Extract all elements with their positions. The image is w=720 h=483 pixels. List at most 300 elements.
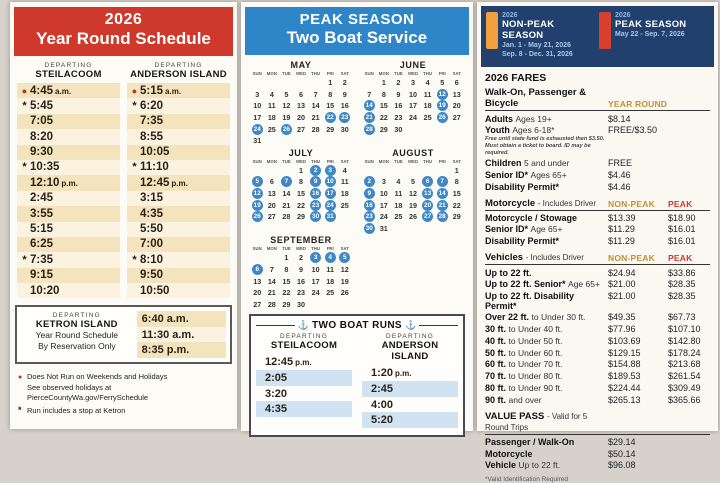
departure-time: 4:35: [140, 207, 164, 220]
no-weekend-dot-icon: ●: [18, 373, 23, 381]
fare-section: [485, 87, 710, 192]
fare-price: $103.69: [608, 335, 641, 346]
day-of-week-header: FRI: [326, 158, 334, 164]
departure-time-row: [127, 175, 230, 190]
price-column-header: PEAK: [668, 253, 693, 263]
day-of-week-header: THU: [311, 71, 321, 76]
departure-column-header: [17, 62, 120, 80]
calendar-date: 4: [425, 78, 430, 88]
season-date-range: Sep. 8 - Dec. 31, 2026: [502, 51, 573, 59]
price-column-header: NON-PEAK: [608, 198, 655, 209]
fare-label: Disability Permit*: [485, 181, 560, 192]
two-boat-day-circle: 16: [365, 201, 373, 209]
departure-time: 5:20: [371, 414, 394, 427]
calendar-date: 28: [267, 299, 276, 309]
calendar-date: [250, 123, 265, 135]
calendar-empty-cell: [294, 77, 309, 89]
calendar-date: 30: [340, 124, 349, 134]
fare-section-subtitle: - Includes Driver: [525, 253, 584, 262]
calendar-empty-cell: [362, 77, 377, 89]
departure-time-row: [17, 252, 120, 267]
two-boat-day-circle: 7: [437, 176, 448, 187]
calendar-date: [323, 176, 338, 188]
fare-price: $4.46: [608, 181, 631, 192]
day-of-week-header: MON: [266, 158, 277, 164]
fare-label-detail: to Under 60 ft.: [508, 347, 563, 358]
departure-time: 10:05: [140, 146, 170, 159]
ketron-stop-asterisk-icon: *: [18, 404, 22, 415]
calendar-date: 15: [379, 101, 388, 111]
fare-label: 30 ft. to Under 40 ft.: [485, 324, 563, 335]
footnote-text: Does Not Run on Weekends and Holidays: [27, 371, 168, 381]
calendar-date: 14: [311, 101, 320, 111]
ketron-departure-time: 6:40 a.m.: [137, 311, 226, 327]
calendar-date: 19: [340, 276, 349, 286]
fare-price: FREE/$3.50: [608, 125, 658, 136]
ketron-departure-time: 11:30 a.m.: [137, 327, 226, 343]
calendar-date: 18: [423, 101, 432, 111]
two-boat-day-circle: 14: [438, 190, 446, 198]
two-boat-day-circle: 9: [364, 188, 375, 199]
fare-label: 70 ft. to Under 80 ft.: [485, 371, 563, 382]
two-boat-day-circle: 26: [282, 125, 290, 133]
calendar-july: [247, 148, 355, 235]
calendar-empty-cell: [265, 252, 280, 264]
calendar-empty-cell: [265, 77, 280, 89]
fare-price: $29.14: [608, 437, 636, 448]
fare-price: $50.14: [608, 448, 636, 459]
calendar-date: [279, 176, 294, 188]
calendar-date: 8: [284, 265, 289, 275]
calendar-date: 18: [394, 200, 403, 210]
two-boat-day-circle: 5: [252, 176, 263, 187]
calendar-date: [435, 211, 450, 223]
fare-row: [485, 158, 710, 170]
calendar-date: 13: [452, 89, 461, 99]
fare-price: $129.15: [608, 347, 641, 358]
season-year: 2026: [615, 12, 631, 19]
fare-price: $96.08: [608, 460, 636, 471]
departing-label: DEPARTING: [154, 62, 203, 69]
ketron-times-list: [137, 311, 226, 358]
two-boat-day-circle: 10: [326, 178, 334, 186]
two-boat-day-circle: 23: [365, 213, 373, 221]
calendar-empty-cell: [250, 77, 265, 89]
ketron-note-2: By Reservation Only: [38, 341, 116, 352]
calendar-date: 15: [326, 101, 335, 111]
fare-price: $28.35: [668, 278, 696, 289]
fare-row: [485, 335, 710, 347]
calendar-month-title: JUNE: [399, 60, 427, 70]
season-legend-item: [486, 12, 596, 59]
departure-time-row: [127, 268, 230, 283]
calendar-date: 6: [299, 89, 303, 99]
fare-price: $67.73: [668, 312, 696, 323]
footnote-text: See observed holidays at PierceCountyWa.gov/FerrySchedule: [27, 382, 149, 403]
two-boat-runs-title: TWO BOAT RUNS: [312, 320, 403, 332]
calendar-month-title: SEPTEMBER: [270, 235, 332, 246]
price-column-header: PEAK: [668, 198, 693, 209]
terminal-name: STEILACOOM: [270, 340, 338, 352]
calendar-date: 24: [379, 212, 388, 222]
two-boat-day-circle: 17: [326, 190, 334, 198]
season-color-swatch: [599, 12, 611, 49]
calendar-date: [362, 112, 377, 124]
two-boat-day-circle: 30: [312, 213, 320, 221]
fare-section: [485, 411, 710, 471]
fare-row: [485, 448, 710, 459]
two-boat-column: [362, 333, 458, 428]
departure-time-row: [127, 191, 230, 206]
calendar-date: 5: [411, 177, 415, 187]
two-boat-runs-columns: [256, 333, 458, 428]
fare-price: $13.39: [608, 213, 636, 224]
departure-time: 2:45: [371, 382, 394, 395]
calendar-date: 25: [394, 212, 403, 222]
calendar-date: 6: [454, 78, 459, 88]
departure-time: 8:20: [30, 130, 54, 143]
day-of-week-header: SAT: [452, 71, 461, 76]
fare-section: [485, 198, 710, 247]
two-boat-time-row: [362, 412, 458, 428]
fare-label: Senior ID* Age 65+: [485, 224, 563, 235]
calendar-date: [308, 188, 323, 200]
calendar-date: 21: [282, 200, 291, 210]
season-name: PEAK SEASON: [615, 19, 687, 30]
ketron-island-name: KETRON ISLAND: [35, 319, 118, 331]
departure-time: 8:55: [140, 130, 164, 143]
fare-price: $8.14: [608, 113, 631, 124]
calendar-date: [308, 252, 323, 264]
fare-price: $33.86: [668, 267, 696, 278]
season-date-range: May 22 - Sep. 7, 2026: [615, 31, 685, 38]
departure-time-row: [17, 206, 120, 221]
ketron-stop-asterisk-icon: *: [132, 253, 137, 266]
fare-label-detail: Ages 6-18*: [512, 125, 555, 136]
departing-label: DEPARTING: [385, 333, 435, 341]
departure-time-row: [17, 175, 120, 190]
calendar-empty-cell: [265, 165, 280, 177]
departure-time: 3:20: [265, 387, 288, 400]
two-boat-column: [256, 333, 352, 428]
day-of-week-header: TUE: [282, 71, 291, 76]
two-boat-time-row: [256, 401, 352, 417]
fare-row: [485, 169, 710, 181]
fare-price: $28.35: [668, 290, 696, 301]
ketron-departure-time: 8:35 p.m.: [137, 342, 226, 358]
fare-label: Adults Ages 19+: [485, 113, 552, 124]
calendar-date: 11: [423, 89, 432, 99]
calendar-empty-cell: [391, 165, 406, 177]
two-boat-day-circle: 6: [422, 176, 433, 187]
calendar-empty-cell: [377, 165, 392, 177]
two-boat-day-circle: 26: [253, 213, 261, 221]
two-boat-day-circle: 23: [312, 201, 320, 209]
calendar-date: 2: [299, 253, 303, 263]
year-round-year: 2026: [104, 11, 143, 28]
departure-time: 5:50: [140, 223, 164, 236]
calendar-date: 8: [299, 177, 303, 187]
calendar-date: [435, 176, 450, 188]
fare-label: 80 ft. to Under 90 ft.: [485, 382, 563, 393]
ferry-icon: ⚓: [297, 320, 309, 331]
day-of-week-header: FRI: [326, 246, 334, 252]
fare-label: Motorcycle: [485, 448, 533, 459]
calendar-date: 11: [326, 265, 334, 275]
calendar-date: 20: [452, 101, 461, 111]
two-boat-day-circle: 30: [365, 224, 373, 232]
fare-section-header: [485, 198, 710, 211]
fare-row: [485, 213, 710, 224]
fare-price: $11.29: [608, 224, 635, 235]
calendar-date: 14: [282, 189, 291, 199]
fares-footnote: *Valid Identification Required: [485, 476, 568, 483]
calendar-date: 10: [311, 265, 320, 275]
calendar-date: 22: [282, 288, 291, 298]
departure-time: 4:45: [30, 84, 54, 97]
footnote-text: Run includes a stop at Ketron: [27, 405, 126, 415]
fare-section-title: Motorcycle - Includes Driver: [485, 197, 597, 209]
calendar-date: 4: [269, 89, 274, 99]
calendar-date: 9: [342, 89, 347, 99]
fare-label: Senior ID* Ages 65+: [485, 169, 567, 180]
fare-label: 60 ft. to Under 70 ft.: [485, 359, 563, 370]
calendar-date: 7: [313, 89, 318, 99]
departure-column: [17, 62, 120, 298]
calendar-date: 28: [282, 212, 291, 222]
calendar-date: 29: [379, 124, 388, 134]
fare-row: [485, 312, 710, 324]
year-round-panel: [10, 2, 237, 429]
departure-time: 4:00: [371, 398, 394, 411]
departure-time-row: [17, 283, 120, 298]
fare-label: 50 ft. to Under 60 ft.: [485, 347, 563, 358]
calendar-empty-cell: [420, 165, 435, 177]
departure-column-header: [127, 62, 230, 80]
calendar-date: 27: [297, 124, 305, 134]
calendar-date: 17: [253, 113, 262, 123]
season-legend-item: [599, 12, 709, 59]
departing-label: DEPARTING: [44, 62, 93, 69]
departing-label: DEPARTING: [279, 333, 329, 341]
departure-time: 12:45: [265, 356, 294, 369]
departure-time-row: [127, 206, 230, 221]
fare-label: Vehicle Up to 22 ft.: [485, 460, 561, 471]
calendar-date: 13: [267, 189, 276, 199]
fare-label-detail: to Under 40 ft.: [508, 324, 563, 335]
day-of-week-header: FRI: [438, 158, 446, 164]
meridiem-label: p.m.: [61, 178, 78, 188]
fare-label: Up to 22 ft. Senior* Age 65+: [485, 278, 600, 289]
fare-label-detail: to Under 50 ft.: [508, 335, 563, 346]
calendar-date: [250, 176, 265, 188]
fare-price: $213.68: [668, 359, 701, 370]
season-name: NON-PEAK SEASON: [502, 19, 555, 41]
day-of-week-header: SUN: [364, 158, 374, 164]
two-boat-day-circle: 3: [325, 165, 336, 176]
calendar-date: 16: [297, 276, 305, 286]
calendar-date: 17: [379, 200, 388, 210]
ketron-island-box: [15, 305, 232, 364]
fares-panel: [477, 2, 718, 483]
price-column-header: YEAR ROUND: [608, 99, 668, 110]
calendar-date: 24: [311, 288, 320, 298]
calendar-date: 18: [326, 276, 335, 286]
calendar-date: 16: [394, 101, 403, 111]
fare-row: [485, 460, 710, 472]
calendar-date: 6: [269, 177, 274, 187]
fare-row: [485, 437, 710, 448]
calendar-date: 23: [297, 288, 305, 298]
fare-price: $265.13: [608, 394, 641, 405]
calendar-date: [323, 188, 338, 200]
calendar-date: 10: [409, 89, 417, 99]
two-boat-day-circle: 12: [253, 190, 261, 198]
fare-label: Children 5 and under: [485, 158, 570, 169]
calendar-date: 15: [297, 189, 305, 199]
calendar-empty-cell: [435, 165, 450, 177]
meridiem-label: p.m.: [295, 358, 312, 368]
calendar-date: 27: [253, 299, 262, 309]
departure-time: 6:25: [30, 238, 54, 251]
day-of-week-header: TUE: [282, 246, 291, 252]
departure-time: 4:35: [265, 403, 288, 416]
departure-time: 3:55: [30, 207, 54, 220]
ketron-stop-asterisk-icon: *: [22, 253, 27, 266]
departure-time: 7:35: [30, 253, 54, 266]
two-boat-day-circle: 5: [339, 252, 350, 263]
departure-time-row: [17, 222, 120, 237]
day-of-week-header: FRI: [326, 71, 334, 76]
calendar-date: 2: [396, 78, 401, 88]
calendar-date: 25: [326, 288, 335, 298]
peak-season-header: [245, 7, 469, 55]
calendar-date: 22: [452, 200, 461, 210]
fare-row: [485, 324, 710, 336]
day-of-week-header: THU: [423, 71, 433, 76]
calendar-date: 11: [340, 177, 349, 187]
day-of-week-header: WED: [295, 71, 307, 76]
calendar-date: 26: [409, 212, 417, 222]
calendar-month-title: AUGUST: [392, 147, 434, 158]
calendar-empty-cell: [406, 165, 421, 177]
season-year: 2026: [502, 12, 518, 19]
departure-time: 10:35: [30, 161, 60, 174]
day-of-week-header: TUE: [394, 158, 403, 164]
season-color-swatch: [486, 12, 498, 49]
two-boat-time-row: [362, 365, 458, 381]
fare-price: $49.35: [608, 312, 636, 323]
calendar-date: 27: [267, 212, 276, 222]
calendar-date: 22: [297, 200, 305, 210]
departure-time-row: [127, 114, 230, 129]
ketron-island-info: [21, 311, 133, 358]
meridiem-label: a.m.: [165, 86, 182, 96]
two-boat-time-row: [362, 381, 458, 397]
calendar-date: 30: [394, 124, 403, 134]
ferry-icon: ⚓: [405, 320, 417, 331]
departure-time-row: [127, 129, 230, 144]
two-boat-day-circle: 20: [424, 201, 432, 209]
calendar-grid: [359, 70, 467, 135]
fare-section-subtitle: - Includes Driver: [537, 198, 597, 208]
calendar-date: 25: [340, 200, 349, 210]
departure-time: 2:05: [265, 371, 288, 384]
two-boat-day-circle: 13: [424, 190, 432, 198]
departure-time: 6:20: [140, 99, 164, 112]
calendar-date: 9: [299, 265, 303, 275]
fare-price: $142.80: [668, 335, 701, 346]
calendar-date: 24: [409, 113, 417, 123]
departure-column-header: [256, 333, 352, 351]
day-of-week-header: SUN: [252, 246, 262, 252]
calendar-date: 15: [282, 276, 291, 286]
two-boat-day-circle: 28: [438, 213, 446, 221]
day-of-week-header: WED: [295, 246, 307, 252]
footnote-row: [18, 404, 231, 417]
fare-row: [485, 224, 710, 236]
calendar-date: 12: [340, 265, 349, 275]
day-of-week-header: WED: [407, 158, 419, 164]
calendar-date: 29: [326, 124, 335, 134]
calendar-date: [250, 188, 265, 200]
two-boat-day-circle: 4: [325, 252, 336, 263]
calendar-date: 25: [267, 124, 276, 134]
calendar-empty-cell: [279, 77, 294, 89]
fare-label: Up to 22 ft. Disability Permit*: [485, 290, 575, 311]
calendar-date: [435, 112, 450, 124]
calendar-date: [308, 176, 323, 188]
calendar-empty-cell: [250, 252, 265, 264]
fare-section: [485, 252, 710, 406]
peak-season-title: PEAK SEASON: [299, 11, 415, 28]
calendar-empty-cell: [279, 165, 294, 177]
calendar-date: 1: [284, 253, 289, 263]
calendar-date: 31: [379, 223, 388, 233]
footnote-row: [18, 372, 231, 383]
day-of-week-header: SAT: [452, 158, 461, 164]
two-boat-day-circle: 12: [438, 90, 446, 98]
fare-label: 90 ft. and over: [485, 394, 542, 405]
calendar-date: 15: [452, 189, 461, 199]
calendar-date: 22: [379, 113, 388, 123]
fare-label: Over 22 ft. to Under 30 ft.: [485, 312, 586, 323]
calendar-date: [435, 89, 450, 101]
calendar-date: 21: [311, 113, 320, 123]
two-boat-time-row: [256, 386, 352, 402]
calendar-date: 21: [267, 288, 276, 298]
calendar-date: 28: [311, 124, 320, 134]
fare-row: [485, 113, 710, 125]
calendar-date: [435, 199, 450, 211]
calendar-september: [247, 235, 355, 310]
fares-title: 2026 FARES: [485, 72, 547, 85]
calendar-date: [308, 165, 323, 177]
calendar-date: [337, 112, 352, 124]
fare-label: Motorcycle / Stowage: [485, 213, 578, 224]
calendar-date: 13: [253, 276, 262, 286]
fare-row: [485, 382, 710, 394]
calendar-date: 27: [452, 113, 461, 123]
calendar-date: 8: [328, 89, 333, 99]
departure-time-row: [17, 145, 120, 160]
calendar-date: [362, 199, 377, 211]
calendar-date: [420, 199, 435, 211]
ketron-note-1: Year Round Schedule: [35, 330, 119, 341]
fare-price: $21.00: [608, 278, 636, 289]
fare-label-detail: 5 and under: [524, 158, 570, 169]
fare-price: $16.01: [668, 236, 696, 247]
